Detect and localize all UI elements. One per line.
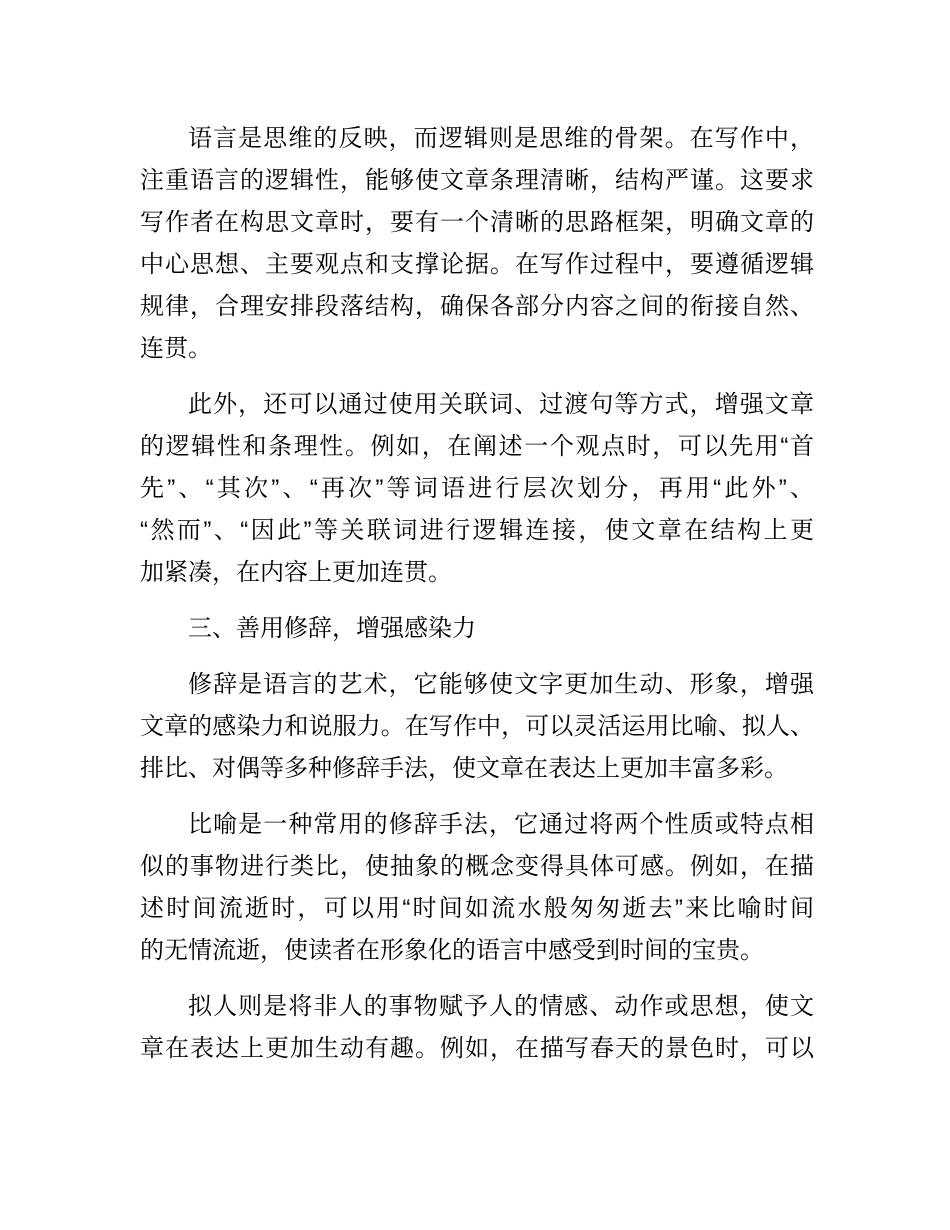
text-line: 加紧凑，在内容上更加连贯。 [140,559,452,586]
paragraph [140,804,814,972]
text-line: 注重语言的逻辑性，能够使文章条理清晰，结构严谨。这要求 [140,167,814,194]
text-line: 的无情流逝，使读者在形象化的语言中感受到时间的宝贵。 [140,937,764,964]
text-line: 此外，还可以通过使用关联词、过渡句等方式，增强文章 [188,391,814,418]
text-line: 似的事物进行类比，使抽象的概念变得具体可感。例如，在描 [140,853,814,880]
section-heading [140,608,814,650]
text-line: “然而”、“因此”等关联词进行逻辑连接，使文章在结构上更 [140,517,814,544]
text-line: 章在表达上更加生动有趣。例如，在描写春天的景色时，可以 [140,1035,814,1062]
paragraph [140,986,814,1070]
paragraph [140,384,814,594]
text-line: 连贯。 [140,335,212,362]
text-line: 修辞是语言的艺术，它能够使文字更加生动、形象，增强 [188,671,814,698]
text-line: 写作者在构思文章时，要有一个清晰的思路框架，明确文章的 [140,209,814,236]
text-line: 的逻辑性和条理性。例如，在阐述一个观点时，可以先用“首 [140,433,814,460]
text-line: 排比、对偶等多种修辞手法，使文章在表达上更加丰富多彩。 [140,755,788,782]
text-line: 比喻是一种常用的修辞手法，它通过将两个性质或特点相 [188,811,814,838]
text-line: 先”、“其次”、“再次”等词语进行层次划分，再用“此外”、 [140,475,814,502]
text-line: 中心思想、主要观点和支撑论据。在写作过程中，要遵循逻辑 [140,251,814,278]
document-content [140,118,814,1070]
text-line: 拟人则是将非人的事物赋予人的情感、动作或思想，使文 [188,993,814,1020]
paragraph [140,118,814,370]
text-line: 规律，合理安排段落结构，确保各部分内容之间的衔接自然、 [140,293,814,320]
paragraph [140,664,814,790]
text-line: 文章的感染力和说服力。在写作中，可以灵活运用比喻、拟人、 [140,713,814,740]
text-line: 语言是思维的反映，而逻辑则是思维的骨架。在写作中， [188,125,814,152]
text-line: 述时间流逝时，可以用“时间如流水般匆匆逝去”来比喻时间 [140,895,814,922]
heading-text-line: 三、善用修辞，增强感染力 [188,615,476,642]
